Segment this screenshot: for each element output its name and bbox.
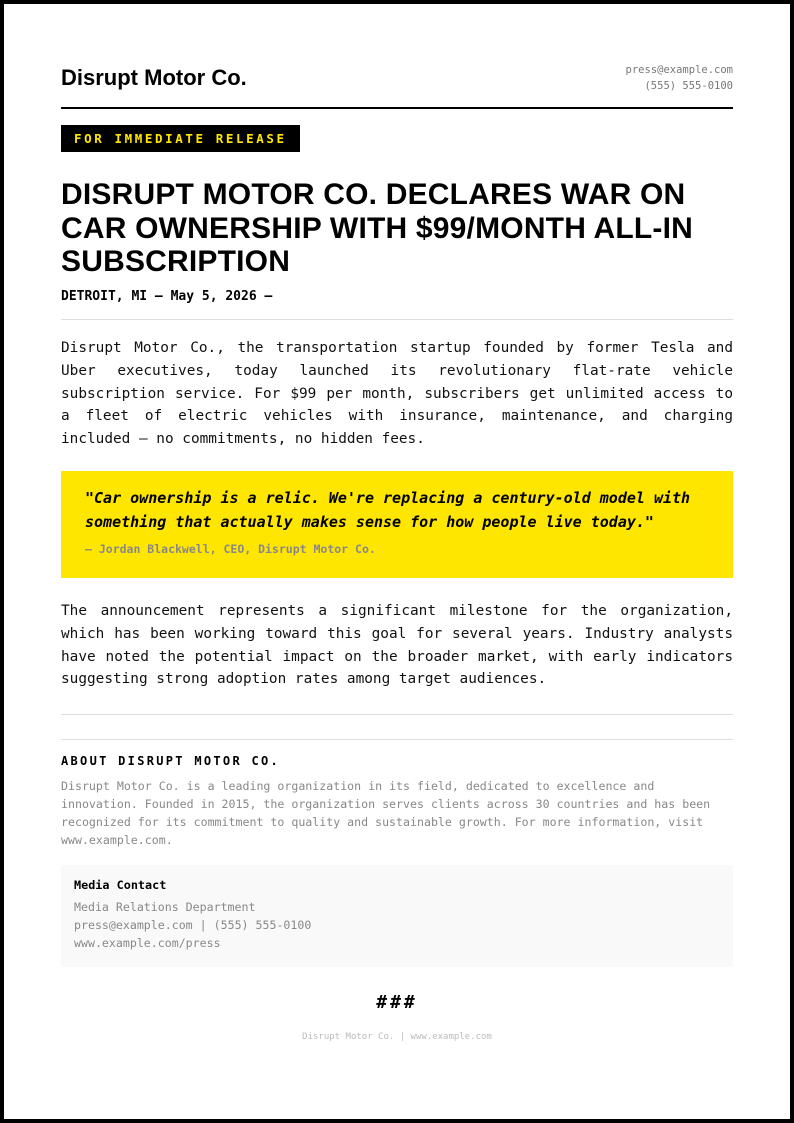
footer: Disrupt Motor Co. | www.example.com (302, 1032, 492, 1042)
header-divider (61, 107, 733, 109)
about-divider (61, 739, 733, 740)
release-badge: FOR IMMEDIATE RELEASE (61, 125, 300, 152)
body-divider (61, 714, 733, 715)
headline: DISRUPT MOTOR CO. DECLARES WAR ON CAR OWNERSHIP WITH $99/MONTH ALL-IN SUBSCRIPTION (61, 178, 694, 278)
dateline: DETROIT, MI — May 5, 2026 — (61, 289, 273, 304)
media-department: Media Relations Department (74, 900, 256, 914)
header-contact (626, 62, 733, 94)
body-paragraph-1: Disrupt Motor Co., the transportation startup founded by former Tesla and Uber executives, today launched its revolutionary flat-rate vehicle subscription service. For $99 per month, subscribers get unlimited access to a fleet of electric vehicles with insurance, maintenance, and charging included — no commitments, no hidden fees. (61, 340, 733, 448)
media-separator: | (192, 918, 214, 932)
media-email-phone-line (74, 916, 720, 934)
press-release-page (4, 4, 790, 1119)
header-email-link[interactable]: press@example.com (625, 64, 733, 76)
body-paragraph-2: The announcement represents a significant milestone for the organization, which has been working toward this goal for several years. Industry analysts have noted the potential impact on the broader market, with early indicators suggesting strong adoption rates among target audiences. (61, 603, 733, 688)
about-text: Disrupt Motor Co. is a leading organization in its field, dedicated to excellence and innovation. Founded in 2015, the organization serves clients across 30 countries and has been recognized for its commitment to quality and sustainable growth. For more information, visit www.example.com. (61, 779, 711, 847)
company-name: Disrupt Motor Co. (61, 65, 247, 90)
media-contact-box (61, 865, 733, 967)
media-contact-title: Media Contact (74, 878, 167, 892)
media-email-link[interactable]: press@example.com (74, 918, 193, 932)
quote-text: "Car ownership is a relic. We're replacing a century-old model with something that actually makes sense for how people live today." (85, 489, 691, 531)
media-press-url-link[interactable]: www.example.com/press (74, 936, 221, 950)
pull-quote (61, 471, 733, 578)
dateline-divider (61, 319, 733, 320)
quote-attribution: — Jordan Blackwell, CEO, Disrupt Motor Co. (85, 542, 376, 556)
header-phone: (555) 555-0100 (644, 80, 733, 92)
end-mark: ### (376, 992, 418, 1013)
about-heading: ABOUT DISRUPT MOTOR CO. (61, 754, 281, 768)
media-phone: (555) 555-0100 (213, 918, 312, 932)
